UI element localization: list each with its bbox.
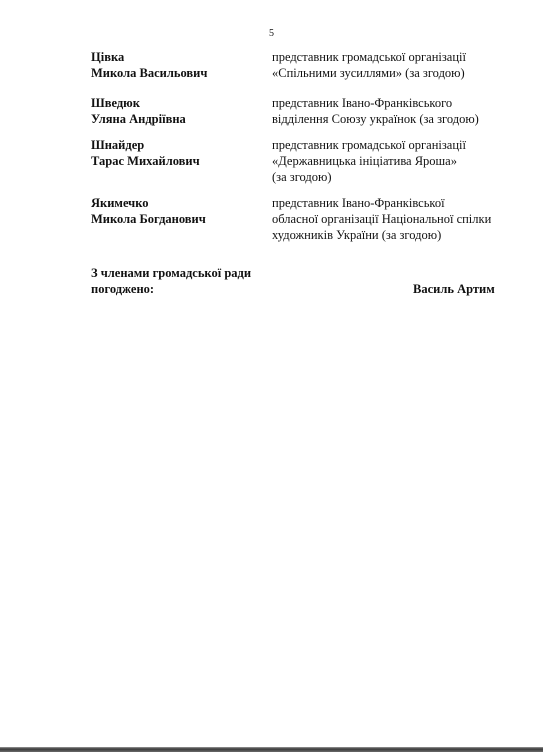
member-surname: Шнайдер — [91, 138, 145, 152]
member-name — [91, 49, 261, 81]
member-role-line: художників України (за згодою) — [272, 228, 442, 242]
member-role-line: «Спільними зусиллями» (за згодою) — [272, 66, 465, 80]
member-role-line: відділення Союзу українок (за згодою) — [272, 112, 479, 126]
member-surname: Шведюк — [91, 96, 140, 110]
page-number: 5 — [269, 28, 274, 39]
member-given-names: Тарас Михайлович — [91, 154, 200, 168]
approval-line: погоджено: — [91, 282, 155, 296]
member-given-names: Уляна Андріївна — [91, 112, 186, 126]
member-role — [272, 195, 522, 243]
member-name — [91, 195, 261, 227]
scan-edge-divider — [0, 747, 543, 752]
member-surname: Якимечко — [91, 196, 149, 210]
member-role-line: обласної організації Національної спілки — [272, 212, 492, 226]
member-role — [272, 95, 522, 127]
member-role-line: «Державницька ініціатива Яроша» — [272, 154, 457, 168]
member-given-names: Микола Богданович — [91, 212, 206, 226]
member-surname: Цівка — [91, 50, 125, 64]
member-role-line: представник громадської організації — [272, 50, 466, 64]
member-role-line: представник громадської організації — [272, 138, 466, 152]
member-name — [91, 137, 261, 169]
member-role-line: представник Івано-Франківської — [272, 196, 445, 210]
approval-line: З членами громадської ради — [91, 266, 252, 280]
member-role — [272, 137, 522, 185]
member-given-names: Микола Васильович — [91, 66, 208, 80]
member-name — [91, 95, 261, 127]
member-role — [272, 49, 522, 81]
signatory-name: Василь Артим — [413, 282, 495, 296]
member-role-line: представник Івано-Франківського — [272, 96, 453, 110]
member-role-line: (за згодою) — [272, 170, 332, 184]
approval-statement — [91, 265, 251, 297]
